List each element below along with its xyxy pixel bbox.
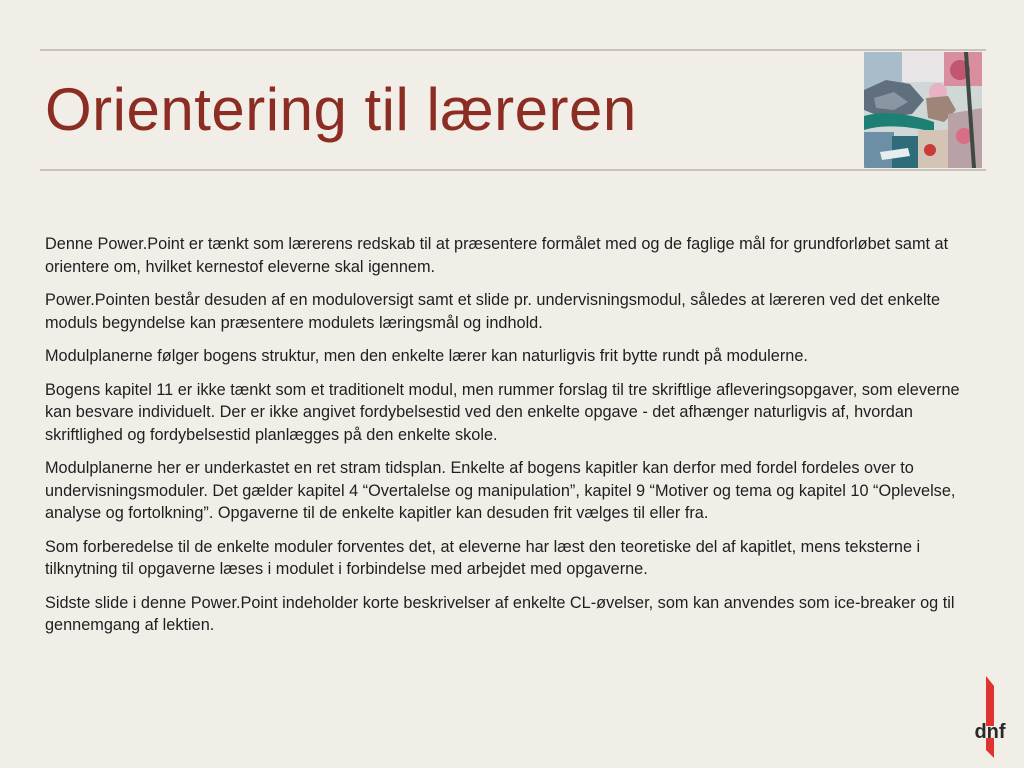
header-bottom-rule: [40, 169, 986, 171]
paragraph: Power.Pointen består desuden af en moduloversigt samt et slide pr. undervisningsmodul, således at læreren ved det enkelte moduls begyndelse kan præsentere modulets læringsmål og indhold.: [45, 291, 941, 332]
dnf-logo: [970, 676, 1010, 758]
header-artwork-image: [864, 52, 982, 168]
paragraph: Bogens kapitel 11 er ikke tænkt som et traditionelt modul, men rummer forslag til tre skriftlige afleveringsopgaver, som eleverne kan besvare individuelt. Der er ikke angivet fordybelsestid ved den enkelte opgave - det afhænger naturligvis af, hvordan skriftlighed og fordybelsestid planlægges på den enkelte skole.: [45, 380, 960, 444]
paragraph: Som forberedelse til de enkelte moduler forventes det, at eleverne har læst den teoretiske del af kapitlet, mens teksterne i tilknytning til opgaverne læses i modulet i forbindelse med arbejdet med opgaverne.: [45, 537, 921, 578]
slide-body: [45, 233, 985, 648]
paragraph: Denne Power.Point er tænkt som lærerens redskab til at præsentere formålet med og de faglige mål for grundforløbet samt at orientere om, hvilket kernestof eleverne skal igennem.: [45, 235, 949, 276]
slide-title: Orientering til læreren: [45, 76, 637, 143]
paragraph: Modulplanerne følger bogens struktur, men den enkelte lærer kan naturligvis frit bytte rundt på modulerne.: [45, 347, 808, 365]
paragraph: Modulplanerne her er underkastet en ret stram tidsplan. Enkelte af bogens kapitler kan derfor med fordel fordeles over to undervisningsmoduler. Det gælder kapitel 4 “Overtalelse og manipulation”, kapitel 9 “Motiver og tema og kapitel 10 “Oplevelse, analyse og fortolkning”. Opgaverne til de enkelte kapitler kan desuden frit vælges til eller fra.: [45, 459, 956, 522]
paragraph: Sidste slide i denne Power.Point indeholder korte beskrivelser af enkelte CL-øvelser, som kan anvendes som ice-breaker og til gennemgang af lektien.: [45, 593, 955, 634]
header-top-rule: [40, 49, 986, 51]
logo-text: dnf: [974, 721, 1006, 743]
